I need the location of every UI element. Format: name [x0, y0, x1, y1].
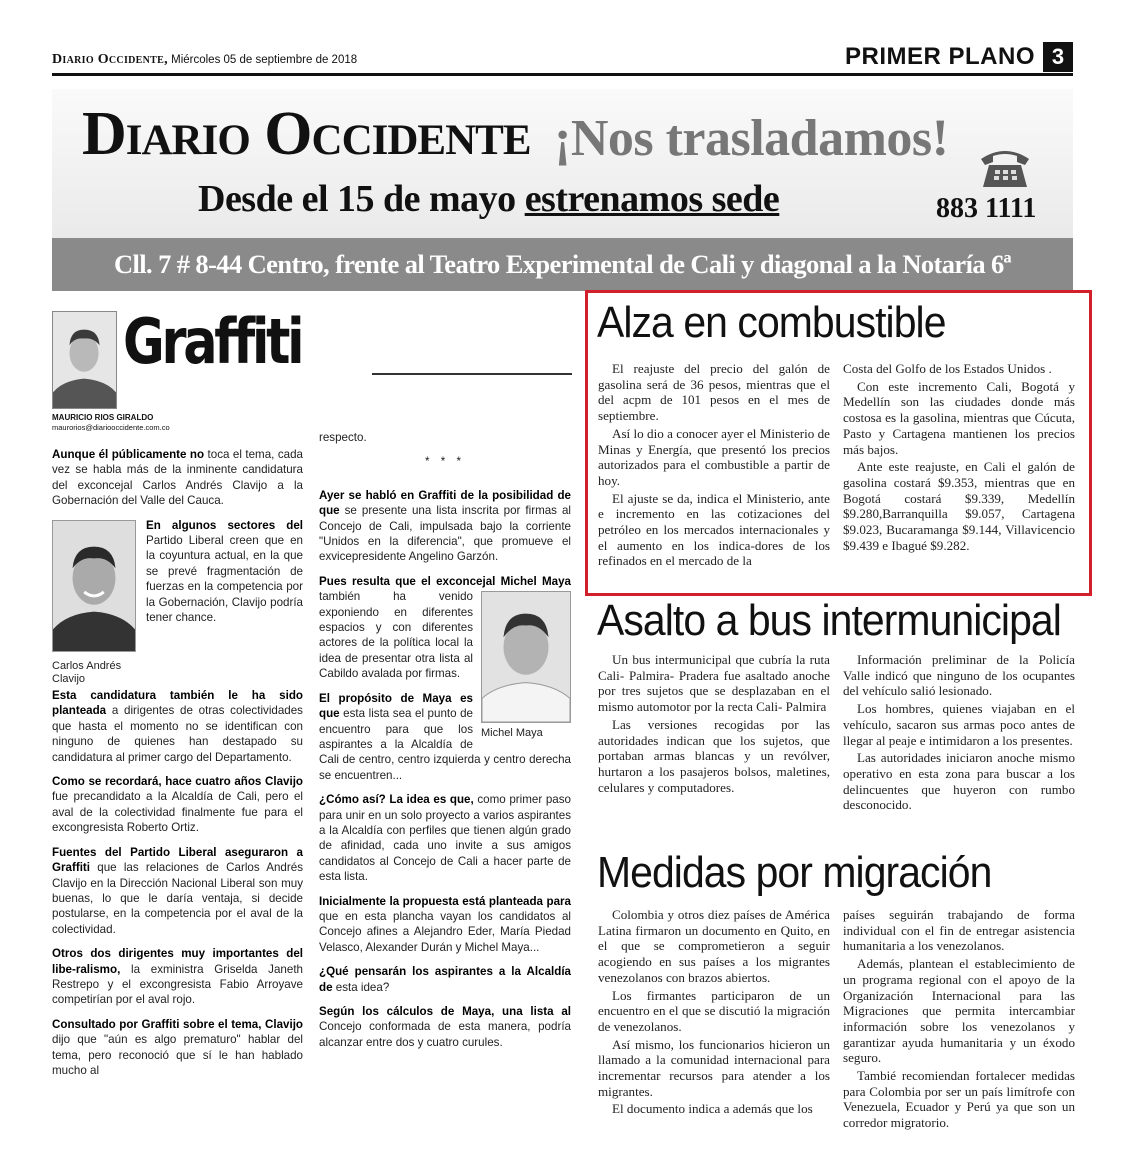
graffiti-column-2: [319, 430, 571, 1059]
clavijo-caption: [52, 660, 136, 686]
author-email: maurorios@diariooccidente.com.co: [52, 423, 170, 432]
lead-in: Otros dos dirigentes muy importantes del libe-ralismo,: [52, 947, 303, 976]
caption-surname: Clavijo: [52, 673, 86, 686]
paragraph-text: toca el tema, cada vez se habla más de la inminente candidatura del exconcejal Carlos Andrés Clavijo a la Gobernación del Valle del Cauca.: [52, 448, 303, 508]
paragraph-text: dijo que "aún es algo prematuro" hablar del tema, pero reconoció que sí le han hablado mucho al: [52, 1033, 303, 1077]
article-title-asalto: Asalto a bus intermunicipal: [597, 596, 1061, 645]
author-name: MAURICIO RIOS GIRALDO: [52, 413, 154, 422]
lead-in: Consultado por Graffiti sobre el tema, Clavijo: [52, 1017, 303, 1031]
header-rule: [52, 73, 1073, 76]
lead-in: Inicialmente la propuesta está planteada para: [319, 894, 571, 908]
author-photo: [52, 311, 117, 409]
relocation-banner-ad: [52, 89, 1073, 291]
paragraph-text: la exministra Griselda Janeth Restrepo y el excongresista Fabio Arroyave competirían por el aval rojo.: [52, 962, 303, 1007]
paragraph: [52, 688, 303, 765]
paragraph: Las autoridades iniciaron anoche mismo operativo en esta zona para buscar a los delincuentes que huyeron con rumbo desconocido.: [843, 750, 1075, 813]
title-rule: [372, 373, 572, 375]
paragraph: [319, 792, 571, 884]
paragraph: El reajuste del precio del galón de gasolina será de 36 pesos, mientras que el del acpm de 101 pesos en el mes de septiembre.: [598, 361, 830, 424]
paragraph: Así lo dio a conocer ayer el Ministerio de Minas y Energía, que presentó los precios autorizados para el combustible a partir de hoy.: [598, 425, 830, 488]
paragraph: El ajuste se da, indica el Ministerio, ante e incremento en las cotizaciones del petróleo en los mercados internacionales y el aumento en los indica-dores de los refinados en el mercado de la: [598, 490, 830, 569]
paragraph: Un bus intermunicipal que cubría la ruta Cali- Palmira- Pradera fue asaltado anoche por tres sujetos que se desplazaban en el mismo automotor por la recta Cali- Palmira: [598, 652, 830, 715]
paragraph: Así mismo, los funcionarios hicieron un llamado a la comunidad internacional para incrementar recursos para atender a los migrantes.: [598, 1036, 830, 1099]
paragraph-text: se presente una lista inscrita por firmas al Concejo de Cali, impulsada bajo la corriente "Unidos en la diferencia", que promueve el exvicepresidente Angelino Garzón.: [319, 504, 571, 564]
paragraph-text: a dirigentes de otras colectividades que hasta el momento no se identifican con ninguno de quienes han destapado su candidatura al primer cargo del Departamento.: [52, 704, 303, 764]
banner-date-prefix: Desde el 15 de mayo: [198, 178, 516, 220]
article-title-combustible: Alza en combustible: [597, 298, 946, 347]
paragraph: [52, 845, 303, 937]
section-header: [845, 42, 1073, 72]
paragraph: [319, 964, 571, 995]
lead-in: Aunque él públicamente no: [52, 448, 205, 461]
migracion-col-left: [598, 907, 830, 1119]
lead-in: ¿Qué pensarán los aspirantes a la Alcaldía de: [319, 965, 571, 994]
paragraph: Los firmantes participaron de un encuentro en el que se discutió la migración de venezolanos.: [598, 987, 830, 1034]
lead-in: Como se recordará, hace cuatro años Clavijo: [52, 775, 303, 789]
clavijo-photo-inset: [52, 520, 136, 686]
asalto-col-left: [598, 652, 830, 797]
paragraph: Costa del Golfo de los Estados Unidos .: [843, 361, 1052, 376]
section-separator: * * *: [425, 455, 465, 469]
migracion-col-right: [843, 907, 1075, 1133]
paragraph-text: esta idea?: [335, 980, 390, 994]
paragraph: [52, 946, 303, 1008]
paragraph: Los hombres, quienes viajaban en el vehículo, sacaron sus armas poco antes de llegar al peaje e intimidaron a los presentes.: [843, 701, 1075, 748]
lead-in: ¿Cómo así? La idea es que,: [319, 793, 474, 807]
combustible-col-left: [598, 361, 830, 571]
paper-name: Diario Occidente,: [52, 52, 168, 67]
maya-caption: Michel Maya: [481, 727, 543, 740]
paragraph: Ante este reajuste, en Cali el galón de gasolina costará $9.353, mientras que en Bogotá costará $9.339, Medellín $9.280,Barranquilla $9.057, Cartagena $9.023, Bucaramanga $9.144, Villavicencio $9.439 e Ibagué $9.282.: [843, 459, 1075, 553]
column-title: Graffiti: [123, 305, 302, 378]
paragraph-text: también ha venido exponiendo en diferentes espacios y con diferentes actores de la política local la idea de presentar otra lista al Cabildo avalada por firmas.: [319, 590, 473, 681]
paragraph: Además, plantean el establecimiento de un programa regional con el apoyo de la Organización Internacional para las Migraciones que permita intercambiar información sobre los venezolanos y garantizar ayuda humanitaria y un éxodo seguro.: [843, 956, 1075, 1066]
lead-in: Fuentes del Partido Liberal aseguraron a Graffiti: [52, 845, 303, 875]
paragraph: Las versiones recogidas por las autoridades indican que los sujetos, que portaban armas blancas y un revólver, hurtaron a los pasajeros bolsos, maletines, celulares y computadores.: [598, 716, 830, 795]
paragraph: respecto.: [319, 431, 367, 444]
paragraph: [52, 774, 303, 836]
paragraph: Colombia y otros diez países de América Latina firmaron un documento en Quito, en el que se comprometieron a seguir acogiendo en sus países a los migrantes venezolanos con brazos abiertos.: [598, 907, 830, 985]
clavijo-photo: [52, 520, 136, 652]
maya-photo-inset: [481, 591, 571, 740]
paragraph-text: esta lista sea el punto de encuentro para que los aspirantes a la Alcaldía de Cali de centro, centro izquierda y centro derecha se encuentren...: [319, 707, 571, 782]
paragraph: países seguirán trabajando de forma individual con el fin de entregar asistencia humanitaria a los venezolanos.: [843, 907, 1075, 954]
paragraph-text: que las relaciones de Carlos Andrés Clavijo en la Dirección Nacional Liberal son muy buenas, lo que le daría ventaja, si decide postularse, en la competencia por el aval de la colectividad.: [52, 861, 303, 936]
lead-in: Pues resulta que el exconcejal Michel Maya: [319, 574, 571, 588]
paragraph-text: que en esta plancha vayan los candidatos al Concejo afines a Alejandro Eder, María Piedad Velasco, Alexander Durán y Michel Maya...: [319, 909, 571, 954]
combustible-col-right: [843, 361, 1075, 555]
telephone-icon: [977, 145, 1033, 189]
section-name: PRIMER PLANO: [844, 43, 1035, 70]
asalto-col-right: [843, 652, 1075, 815]
banner-slogan: ¡Nos trasladamos!: [554, 110, 949, 167]
article-title-migracion: Medidas por migración: [597, 848, 992, 897]
paragraph: [319, 1004, 571, 1050]
paragraph-text: fue precandidato a la Alcaldía de Cali, pero el aval de la colectividad finalmente fue para el excongresista Roberto Ortiz.: [52, 790, 303, 835]
paragraph: [52, 447, 303, 509]
maya-photo: [481, 591, 571, 723]
paragraph-text: como primer paso para unir en un solo proyecto a varios aspirantes a la Alcaldía con perfiles que tienen algún grado de afinidad, cada uno invite a sus amigos candidatos al Concejo de Cali a hacer parte de esta lista.: [319, 793, 571, 884]
graffiti-column-1: [52, 447, 303, 1087]
paragraph: [319, 894, 571, 956]
paragraph: Con este incremento Cali, Bogotá y Medellín son las ciudades donde más costosa es la gasolina, mientras que Cúcuta, Pasto y Cartagena mantienen los precios más bajos.: [843, 378, 1075, 457]
page-number: 3: [1043, 42, 1073, 72]
banner-date-line: [198, 177, 779, 221]
issue-date: Miércoles 05 de septiembre de 2018: [171, 54, 358, 66]
running-header: [52, 52, 357, 68]
banner-address: Cll. 7 # 8-44 Centro, frente al Teatro Experimental de Cali y diagonal a la Notaría 6ª: [52, 238, 1073, 291]
paragraph: Tambié recomiendan fortalecer medidas para Colombia por ser un país limítrofe con Venezuela, Ecuador y Perú ya que son un corredor migratorio.: [843, 1068, 1075, 1131]
paragraph-text: Partido Liberal creen que en la coyuntura actual, en la que se prevé fragmentación de fuerzas en la competencia por la Gobernación, Clavijo podría tener chance.: [146, 534, 303, 625]
paragraph: Información preliminar de la Policía Valle indicó que ninguno de los ocupantes del vehículo salió lesionado.: [843, 652, 1075, 699]
banner-phone: 883 1111: [936, 193, 1037, 224]
lead-in: El propósito de Maya es que: [319, 691, 473, 721]
lead-in: Esta candidatura también le ha sido planteada: [52, 689, 303, 718]
lead-in: En algunos sectores del: [146, 518, 303, 532]
paragraph-text: Concejo conformada de esta manera, podría alcanzar entre dos y cuatro curules.: [319, 1020, 571, 1049]
banner-date-emph: estrenamos sede: [524, 178, 780, 220]
lead-in: Ayer se habló en Graffiti de la posibilidad de que: [319, 488, 571, 518]
paragraph: El documento indica a además que los: [612, 1101, 813, 1117]
caption-name: Carlos Andrés: [52, 660, 122, 673]
lead-in: Según los cálculos de Maya, una lista al: [319, 1005, 571, 1018]
paragraph: [319, 488, 571, 565]
paragraph: [52, 1017, 303, 1079]
banner-logo: Diario Occidente: [82, 100, 531, 168]
